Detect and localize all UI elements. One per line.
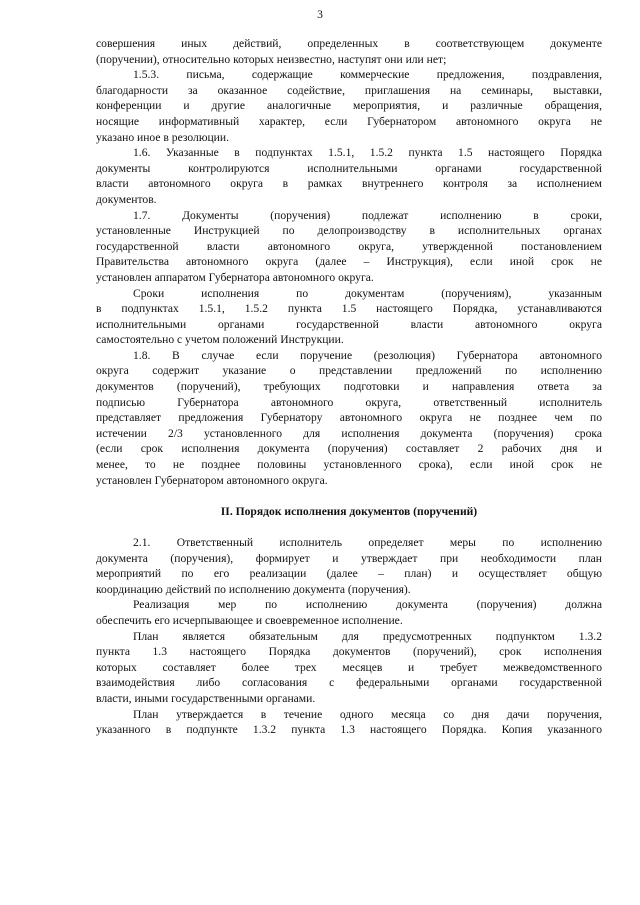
- text-line: документов.: [96, 192, 157, 206]
- text-line: документов (поручений), требующих подготовки и направления ответа за: [96, 380, 602, 394]
- paragraph: [96, 145, 602, 207]
- text-line: Правительства автономного округа (далее – Инструкция), если иной срок не: [96, 255, 602, 269]
- text-line: представляет предложения Губернатору автономного округа не позднее чем по: [96, 411, 602, 425]
- text-line: которых составляет более трех месяцев и требует межведомственного: [96, 660, 602, 674]
- text-line: План является обязательным для предусмотренных подпунктом 1.3.2: [133, 629, 602, 643]
- text-line: в подпунктах 1.5.1, 1.5.2 пункта 1.5 настоящего Порядка, устанавливаются: [96, 302, 602, 316]
- text-line: совершения иных действий, определенных в соответствующем документе: [96, 37, 602, 50]
- text-line: установленные Инструкцией по делопроизводству в исполнительных органах: [96, 224, 602, 238]
- spacer: [96, 519, 602, 535]
- text-line: истечении 2/3 установленного для исполнения документа (поручения) срока: [96, 426, 602, 440]
- text-line: 1.6. Указанные в подпунктах 1.5.1, 1.5.2 пункта 1.5 настоящего Порядка: [133, 146, 602, 160]
- text-line: указано иное в резолюции.: [96, 130, 229, 144]
- text-line: подписью Губернатора автономного округа, ответственный исполнитель: [96, 395, 602, 409]
- text-line: самостоятельно с учетом положений Инструкции.: [96, 333, 344, 347]
- paragraph: [96, 67, 602, 145]
- text-line: округа содержит указание о представлении предложений по исполнению: [96, 364, 602, 378]
- spacer: [96, 488, 602, 504]
- paragraph: [96, 535, 602, 597]
- text-line: носящие информативный характер, если Губернатором автономного округа не: [96, 114, 602, 128]
- paragraph: [96, 348, 602, 488]
- text-line: обеспечить его исчерпывающее и своевременное исполнение.: [96, 613, 403, 627]
- text-line: пункта 1.3 настоящего Порядка документов (поручений), срок исполнения: [96, 645, 602, 659]
- text-line: 1.8. В случае если поручение (резолюция) Губернатора автономного: [133, 348, 602, 362]
- paragraph: [96, 286, 602, 348]
- text-line: установлен Губернатором автономного округа.: [96, 473, 328, 487]
- text-line: Реализация мер по исполнению документа (поручения) должна: [133, 598, 602, 612]
- text-line: мероприятий по его реализации (далее – план) и осуществляет общую: [96, 567, 602, 581]
- paragraph: [96, 629, 602, 707]
- text-line: взаимодействия либо согласования с федеральными органами государственной: [96, 676, 602, 690]
- text-line: благодарности за оказанное содействие, приглашения на семинары, выставки,: [96, 83, 602, 97]
- text-line: 2.1. Ответственный исполнитель определяет меры по исполнению: [133, 536, 602, 549]
- paragraph: [96, 208, 602, 286]
- text-line: государственной власти автономного округа, утвержденной постановлением: [96, 239, 602, 253]
- section-heading: II. Порядок исполнения документов (поручений): [220, 504, 478, 518]
- text-line: власти, иными государственными органами.: [96, 691, 316, 705]
- paragraph: [96, 36, 602, 67]
- paragraph: [96, 707, 602, 738]
- text-line: документа (поручения), формирует и утверждает при необходимости план: [96, 551, 602, 565]
- text-line: установлен аппаратом Губернатора автономного округа.: [96, 270, 374, 284]
- text-line: менее, то не позднее половины установленного срока), если иной срок не: [96, 458, 602, 472]
- text-line: власти автономного округа в рамках внутреннего контроля за исполнением: [96, 177, 602, 191]
- document-body: [96, 36, 602, 738]
- text-line: Сроки исполнения по документам (поручениям), указанным: [133, 286, 602, 300]
- text-line: исполнительными органами государственной власти автономного округа: [96, 317, 602, 331]
- text-line: 1.7. Документы (поручения) подлежат исполнению в сроки,: [133, 208, 602, 222]
- paragraph: [96, 597, 602, 628]
- text-line: документы контролируются исполнительными органами государственной: [96, 161, 602, 175]
- page-number: 3: [317, 8, 323, 21]
- text-line: конференции и другие аналогичные мероприятия, и различные обращения,: [96, 99, 602, 113]
- text-line: указанного в подпункте 1.3.2 пункта 1.3 настоящего Порядка. Копия указанного: [96, 723, 602, 737]
- text-line: (если срок исполнения документа (поручения) составляет 2 рабочих дня и: [96, 442, 602, 456]
- text-line: 1.5.3. письма, содержащие коммерческие предложения, поздравления,: [133, 68, 602, 82]
- text-line: План утверждается в течение одного месяца со дня дачи поручения,: [133, 707, 602, 721]
- text-line: координацию действий по исполнению документа (поручения).: [96, 582, 411, 596]
- text-line: (поручении), относительно которых неизвестно, наступят они или нет;: [96, 52, 447, 66]
